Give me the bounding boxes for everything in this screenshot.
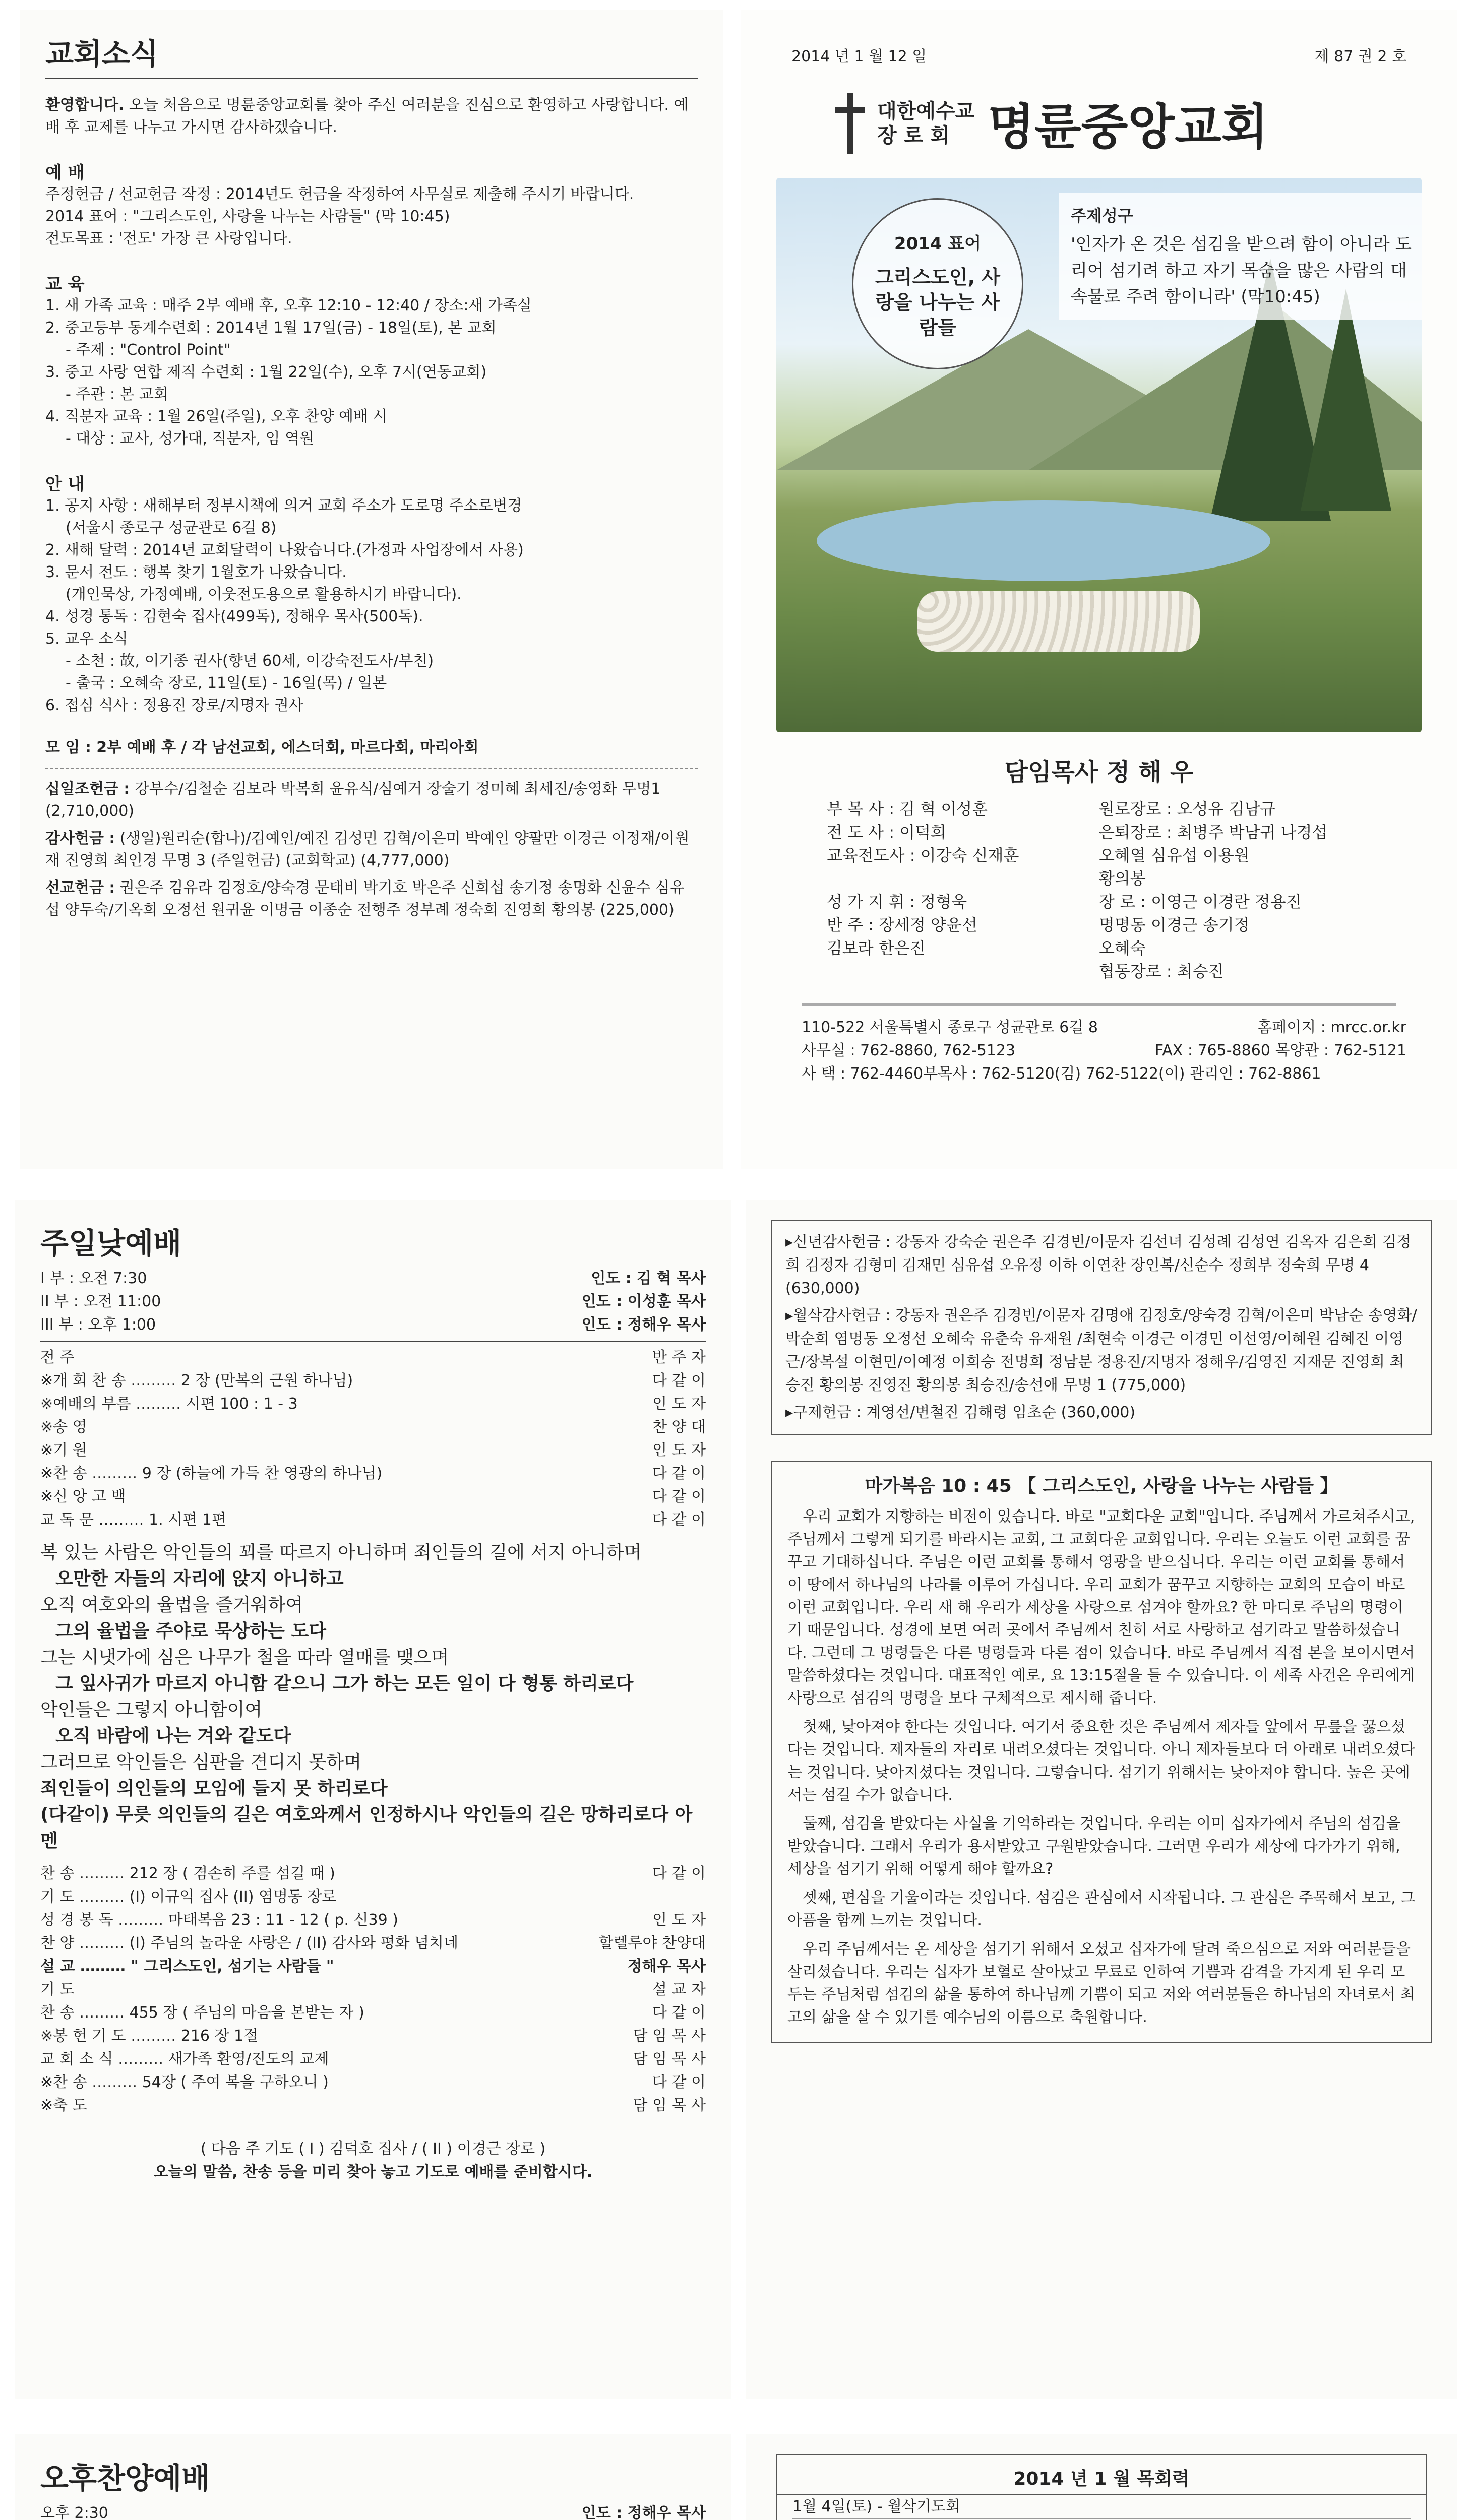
reading-line: 악인들은 그렇지 아니함이여 xyxy=(40,1699,263,1720)
afternoon-leader: 인도 : 정해우 목사 xyxy=(581,2504,706,2520)
order-item: ※예배의 부름 ……… 시편 100 : 1 - 3 xyxy=(40,1395,298,1413)
order-role: 할렐루야 찬양대 xyxy=(598,1934,706,1952)
reading-line: 복 있는 사람은 악인들의 꾀를 따르지 아니하며 죄인들의 길에 서지 아니하며 xyxy=(40,1542,642,1563)
welcome-head: 환영합니다. xyxy=(45,96,125,114)
staff-row xyxy=(827,797,1381,821)
staff-list xyxy=(827,797,1437,983)
worship-item: 전도목표 : '전도' 가장 큰 사랑입니다. xyxy=(45,230,292,247)
staff-right: 오혜열 심유섭 이용원 xyxy=(1099,846,1250,865)
schedule-list xyxy=(777,2495,1426,2520)
order-role: 다 같 이 xyxy=(652,1511,706,1529)
order-role: 정해우 목사 xyxy=(627,1958,706,1975)
sermon-paragraph: 둘째, 섬김을 받았다는 사실을 기억하라는 것입니다. 우리는 이미 십자가에서 주님의 섬김을 받았습니다. 그래서 우리가 용서받았고 구원받았습니다. 그러면 우리가 세상에 다가가기 위해, 세상을 섬기기 위해 어떻게 해야 할까요? xyxy=(787,1815,1401,1878)
order-item: 설 교 ……… " 그리스도인, 섬기는 사람들 " xyxy=(40,1958,334,1975)
order-role: 다 같 이 xyxy=(652,2073,706,2091)
worship-item: 주정헌금 / 선교헌금 작정 : 2014년도 헌금을 작정하여 사무실로 제출해 주시기 바랍니다. xyxy=(45,185,634,203)
offering-head: 십일조헌금 : xyxy=(45,780,130,798)
address: 110-522 서울특별시 종로구 성균관로 6길 8 xyxy=(802,1019,1098,1036)
staff-row xyxy=(827,867,1381,890)
reading-line: 오만한 자들의 자리에 앉지 아니하고 xyxy=(55,1568,344,1589)
welcome-text: 오늘 처음으로 명륜중앙교회를 찾아 주신 여러분을 진심으로 환영하고 사랑합니다. 예배 후 교제를 나누고 가시면 감사하겠습니다. xyxy=(45,96,689,136)
next-week-prayer: ( 다음 주 기도 ( I ) 김덕호 집사 / ( II ) 이경근 장로 ) xyxy=(200,2140,546,2158)
reading-line: 그는 시냇가에 심은 나무가 철을 따라 열매를 맺으며 xyxy=(40,1647,449,1668)
homepage: 홈페이지 : mrcc.or.kr xyxy=(1257,1019,1406,1036)
order-role: 담 임 목 사 xyxy=(633,2050,706,2068)
theme-verse: '인자가 온 것은 섬김을 받으려 함이 아니라 도리어 섬기려 하고 자기 목숨을 많은 사람의 대속물로 주려 함이니라' (막10:45) xyxy=(1071,234,1412,307)
order-role: 담 임 목 사 xyxy=(633,2097,706,2114)
cover-dateline xyxy=(761,25,1437,69)
staff-left: 부 목 사 : 김 혁 이성훈 xyxy=(827,799,988,818)
offering-block xyxy=(45,778,698,823)
staff-right: 황의봉 xyxy=(1099,869,1146,888)
theme-box xyxy=(1059,193,1422,320)
welcome-block xyxy=(45,94,698,139)
staff-right: 명명동 이경근 송기정 xyxy=(1099,915,1250,934)
mission-head: 선교헌금 : xyxy=(45,879,115,897)
order-role: 설 교 자 xyxy=(652,1981,706,1998)
service-time: I 부 : 오전 7:30 xyxy=(40,1270,147,1287)
sunday-title: 주일낮예배 xyxy=(40,1226,182,1261)
order-role: 담 임 목 사 xyxy=(633,2027,706,2045)
order-role: 다 같 이 xyxy=(652,1465,706,1482)
notice-item: (개인묵상, 가정예배, 이웃전도용으로 활용하시기 바랍니다). xyxy=(66,586,462,603)
notice-item: - 소천 : 故, 이기종 권사(향년 60세, 이강숙전도사/부친) xyxy=(66,652,434,670)
edu-item: 4. 직분자 교육 : 1월 26일(주일), 오후 찬양 예배 시 xyxy=(45,408,388,425)
order-item: 성 경 봉 독 ……… 마태복음 23 : 11 - 12 ( p. 신39 ) xyxy=(40,1911,398,1929)
staff-row xyxy=(827,960,1381,983)
news-title: 교회소식 xyxy=(45,37,159,71)
thanks-block xyxy=(45,828,698,872)
notice-head: 안 내 xyxy=(45,474,85,494)
sermon-panel xyxy=(746,1200,1457,2399)
sunday-footer: 오늘의 말씀, 찬송 등을 미리 찾아 놓고 기도로 예배를 준비합시다. xyxy=(153,2163,593,2181)
church-header xyxy=(832,89,1437,158)
service-time: III 부 : 오후 1:00 xyxy=(40,1316,156,1334)
cover-date: 2014 년 1 월 12 일 xyxy=(791,48,927,66)
service-leader: 인도 : 정해우 목사 xyxy=(581,1316,706,1334)
edu-item: 3. 중고 사랑 연합 제직 수련회 : 1월 22일(수), 오후 7시(연동교회) xyxy=(45,363,487,381)
order-role: 인 도 자 xyxy=(652,1395,706,1413)
mission-text: 권은주 김유라 김정호/양숙경 문태비 박기호 박은주 신희섭 송기정 송명화 신윤수 심유섭 양두숙/기옥희 오정선 원귀윤 이명금 이종순 전행주 정부례 정숙희 진영희 황의봉 (225,000) xyxy=(45,879,685,919)
sermon-paragraph: 우리 교회가 지향하는 비전이 있습니다. 바로 "교회다운 교회"입니다. 주님께서 가르쳐주시고, 주님께서 그렇게 되기를 바라시는 교회, 그 교회다운 교회입니다. 우리는 오늘도 이런 교회를 꿈꾸고 기대하십니다. 주님은 이런 교회를 통해서 영광을 받으십니다. 우리는 이런 교회를 통해서 이 땅에서 하나님의 나라를 이루어 가십니다. 우리 교회가 꿈꾸고 지향하는 교회의 모습이 바로 이런 교회입니다. 우리 새 해 우리가 세상을 사랑으로 섬겨야 할까요? 한 마디로 주님의 명령이기 때문입니다. 성경에 보면 여러 곳에서 주님께서 친히 서로 사랑하고 섬기라고 말씀하셨습니다. 그런데 그 명령들은 다른 명령들과 다른 점이 있습니다. 바로 주님께서 직접 본을 보이시면서 말씀하셨다는 것입니다. 대표적인 예로, 요 13:15절을 들 수 있습니다. 이 세족 사건은 우리에게 사랑으로 섬김의 명령을 보다 구체적으로 제시해 줍니다. xyxy=(787,1508,1415,1707)
order-role: 다 같 이 xyxy=(652,1488,706,1505)
staff-left: 반 주 : 장세정 양윤선 xyxy=(827,915,977,934)
notice-item: 2. 새해 달력 : 2014년 교회달력이 나왔습니다.(가정과 사업장에서 사용) xyxy=(45,541,524,559)
staff-right: 원로장로 : 오성유 김남규 xyxy=(1099,799,1276,818)
edu-item: 2. 중고등부 동계수련회 : 2014년 1월 17일(금) - 18일(토), 본 교회 xyxy=(45,319,497,337)
staff-right: 오혜숙 xyxy=(1099,938,1146,958)
office-phone: 사무실 : 762-8860, 762-5123 xyxy=(802,1042,1016,1059)
order-item: 기 도 ……… (I) 이규익 집사 (II) 염명동 장로 xyxy=(40,1888,337,1906)
afternoon-title: 오후찬양예배 xyxy=(40,2461,210,2495)
member-line: ▸월삭감사헌금 : 강동자 권은주 김경빈/이문자 김명애 김정호/양숙경 김혁/이은미 박남순 송영화/박순희 염명동 오정선 오혜숙 유춘숙 유재원 /최현숙 이경근 이경민 이선영/이혜원 김혜진 이영근/장복설 이현민/이예정 이희승 전명희 정남분 정용진/지명자 정해우/김영진 지재문 진영희 최승진 황의봉 진영진 황의봉 최승진/송선애 무명 1 (775,000) xyxy=(785,1307,1417,1394)
order-item: ※찬 송 ……… 54장 ( 주여 복을 구하오니 ) xyxy=(40,2073,329,2091)
edu-item: - 대상 : 교사, 성가대, 직분자, 임 역원 xyxy=(66,430,315,448)
motto-year: 2014 표어 xyxy=(894,234,982,254)
cover-art xyxy=(776,178,1422,732)
member-line: ▸신년감사헌금 : 강동자 강숙순 권은주 김경빈/이문자 김선녀 김성례 김성연 김옥자 김은희 김정희 김정자 김형미 김재민 심유섭 오유정 이하 이연찬 장인복/신순수 정희부 정숙희 무명 4 (630,000) xyxy=(785,1233,1412,1297)
reading-line: 오직 바람에 나는 겨와 같도다 xyxy=(55,1726,291,1746)
reading-line: 그의 율법을 주야로 묵상하는 도다 xyxy=(55,1621,326,1642)
weekday-panel xyxy=(15,2434,731,2520)
sheep-flock xyxy=(917,591,1200,652)
responsive-reading xyxy=(40,1540,706,1854)
theme-head: 주제성구 xyxy=(1071,206,1133,225)
news-panel xyxy=(20,10,723,1169)
motto-badge xyxy=(852,198,1023,369)
afternoon-time: 오후 2:30 xyxy=(40,2504,108,2520)
order-item: 찬 송 ……… 455 장 ( 주님의 마음을 본받는 자 ) xyxy=(40,2004,364,2022)
reading-line: (다같이) 무릇 의인들의 길은 여호와께서 인정하시나 악인들의 길은 망하리로다 아멘 xyxy=(40,1804,693,1851)
fax: FAX : 765-8860 목양관 : 762-5121 xyxy=(1154,1042,1406,1059)
sermon-title: 마가복음 10 : 45 【 그리스도인, 사랑을 나누는 사람들 】 xyxy=(865,1476,1338,1496)
sermon-paragraph: 우리 주님께서는 온 세상을 섬기기 위해서 오셨고 십자가에 달려 죽으심으로 저와 여러분들을 살리셨습니다. 우리는 십자가 보혈로 살아났고 무료로 인하여 기쁨과 감격을 가지게 된 우리 모두는 주님처럼 섬김의 삶을 통하여 하나님께 기쁨이 되고 저와 여러분들은 하나님의 자녀로서 최고의 삶을 살 수 있기를 예수님의 이름으로 축원합니다. xyxy=(787,1940,1415,2026)
service-leader: 인도 : 김 혁 목사 xyxy=(591,1270,706,1287)
sermon-box xyxy=(771,1461,1432,2043)
order-item: ※기 원 xyxy=(40,1441,87,1459)
motto-text: 그리스도인, 사랑을 나누는 사람들 xyxy=(875,266,1000,339)
edu-head: 교 육 xyxy=(45,274,85,294)
staff-row xyxy=(827,913,1381,936)
worship-item: 2014 표어 : "그리스도인, 사랑을 나누는 사람들" (막 10:45) xyxy=(45,208,450,225)
sunday-panel xyxy=(15,1200,731,2399)
staff-right: 협동장로 : 최승진 xyxy=(1099,962,1224,981)
sermon-paragraph: 첫째, 낮아져야 한다는 것입니다. 여기서 중요한 것은 주님께서 제자들 앞에서 무릎을 꿇으셨다는 것입니다. 제자들의 자리로 내려오셨다는 것입니다. 아니 제자들보다 더 아래로 내려오셨다는 것입니다. 낮아지셨다는 것입니다. 그렇습니다. 섬기기 위해서는 낮아져야 합니다. 높은 곳에서는 섬길 수가 없습니다. xyxy=(787,1718,1415,1804)
order-list-2 xyxy=(40,1862,706,2117)
staff-left: 전 도 사 : 이덕희 xyxy=(827,823,946,842)
cross-logo-icon xyxy=(832,93,867,154)
staff-left: 교육전도사 : 이강숙 신재훈 xyxy=(827,846,1019,865)
order-role: 인 도 자 xyxy=(652,1911,706,1929)
edu-item: - 주제 : "Control Point" xyxy=(66,341,231,359)
notice-item: - 출국 : 오혜숙 장로, 11일(토) - 16일(목) / 일본 xyxy=(66,674,387,692)
lake-shape xyxy=(817,500,1270,581)
staff-row xyxy=(827,844,1381,867)
offering-text: 강부수/김철순 김보라 박복희 윤유식/심예거 장술기 정미혜 최세진/송영화 무명1 (2,710,000) xyxy=(45,780,661,820)
notice-item: 5. 교우 소식 xyxy=(45,630,128,648)
staff-row xyxy=(827,821,1381,844)
divider xyxy=(45,768,698,769)
service-time: II 부 : 오전 11:00 xyxy=(40,1293,161,1310)
cover-volume: 제 87 권 2 호 xyxy=(1314,48,1406,66)
order-item: ※찬 송 ……… 9 장 (하늘에 가득 찬 영광의 하나님) xyxy=(40,1465,383,1482)
notice-item: 6. 접심 식사 : 정용진 장로/지명자 권사 xyxy=(45,697,303,714)
denom-line2: 장 로 회 xyxy=(877,123,950,147)
order-list xyxy=(40,1346,706,1532)
divider xyxy=(45,78,698,79)
order-item: ※봉 헌 기 도 ……… 216 장 1절 xyxy=(40,2027,259,2045)
denom-line1: 대한예수교 xyxy=(877,99,975,123)
order-role: 반 주 자 xyxy=(652,1349,706,1366)
cover-panel xyxy=(741,10,1457,1169)
staff-left: 김보라 한은진 xyxy=(827,938,926,958)
reading-line: 죄인들이 의인들의 모임에 들지 못 하리로다 xyxy=(40,1778,388,1799)
staff-right: 장 로 : 이영근 이경란 정용진 xyxy=(1099,892,1302,911)
order-item: ※송 영 xyxy=(40,1418,87,1436)
mission-block xyxy=(45,877,698,921)
schedule-box xyxy=(776,2454,1427,2520)
divider xyxy=(802,1003,1396,1006)
thanks-head: 감사헌금 : xyxy=(45,830,115,847)
staff-row xyxy=(827,890,1381,913)
worship-head: 예 배 xyxy=(45,163,85,183)
order-role: 다 같 이 xyxy=(652,1865,706,1882)
order-item: ※신 앙 고 백 xyxy=(40,1488,126,1505)
schedule-title: 2014 년 1 월 목회력 xyxy=(777,2461,1426,2495)
contact-block xyxy=(802,1016,1437,1086)
order-role: 찬 양 대 xyxy=(652,1418,706,1436)
notice-item: (서울시 종로구 성균관로 6길 8) xyxy=(66,519,277,537)
schedule-panel xyxy=(746,2434,1457,2520)
order-role: 다 같 이 xyxy=(652,1372,706,1390)
reading-line: 오직 여호와의 율법을 즐거워하여 xyxy=(40,1595,303,1615)
edu-item: 1. 새 가족 교육 : 매주 2부 예배 후, 오후 12:10 - 12:40 / 장소:새 가족실 xyxy=(45,297,532,314)
staff-row xyxy=(827,936,1381,960)
order-role: 인 도 자 xyxy=(652,1441,706,1459)
staff-left: 성 가 지 휘 : 정형욱 xyxy=(827,892,967,911)
notice-item: 3. 문서 전도 : 행복 찾기 1월호가 나왔습니다. xyxy=(45,563,347,581)
divider xyxy=(40,1341,706,1342)
pastor-name: 담임목사 정 해 우 xyxy=(1004,758,1194,786)
order-item: 전 주 xyxy=(40,1349,75,1366)
denomination xyxy=(877,99,974,148)
service-times xyxy=(40,1267,706,1337)
members-box xyxy=(771,1220,1432,1435)
member-line: ▸구제헌금 : 계영선/변철진 김해령 임초순 (360,000) xyxy=(785,1404,1136,1421)
order-item: 교 독 문 ……… 1. 시편 1편 xyxy=(40,1511,226,1529)
meeting-line: 모 임 : 2부 예배 후 / 각 남선교회, 에스더회, 마르다회, 마리아회 xyxy=(45,739,479,757)
order-item: ※축 도 xyxy=(40,2097,87,2114)
order-item: 찬 양 ……… (I) 주님의 놀라운 사랑은 / (II) 감사와 평화 넘치네 xyxy=(40,1934,458,1952)
order-item: ※개 회 찬 송 ……… 2 장 (만복의 근원 하나님) xyxy=(40,1372,353,1390)
staff-right: 은퇴장로 : 최병주 박남귀 나경섭 xyxy=(1099,823,1328,842)
notice-item: 4. 성경 통독 : 김현숙 집사(499독), 정해우 목사(500독). xyxy=(45,608,423,625)
schedule-item: 1월 4일(토) - 월삭기도회 xyxy=(792,2495,1411,2519)
tree-shape xyxy=(1301,289,1391,511)
order-item: 찬 송 ……… 212 장 ( 겸손히 주를 섬길 때 ) xyxy=(40,1865,335,1882)
church-name: 명륜중앙교회 xyxy=(988,99,1268,155)
sermon-paragraph: 셋째, 편심을 기울이라는 것입니다. 섬김은 관심에서 시작됩니다. 그 관심은 주목해서 보고, 그 아픔을 함께 느끼는 것입니다. xyxy=(787,1889,1416,1929)
service-leader: 인도 : 이성훈 목사 xyxy=(581,1293,706,1310)
reading-line: 그 잎사귀가 마르지 아니함 같으니 그가 하는 모든 일이 다 형통 하리로다 xyxy=(55,1673,634,1694)
notice-item: 1. 공지 사항 : 새해부터 정부시책에 의거 교회 주소가 도로명 주소로변경 xyxy=(45,497,522,515)
order-item: 교 회 소 식 ……… 새가족 환영/진도의 교제 xyxy=(40,2050,329,2068)
reading-line: 그러므로 악인들은 심판을 견디지 못하며 xyxy=(40,1752,361,1773)
thanks-text: (생일)원리순(합나)/김예인/예진 김성민 김혁/이은미 박예인 양팔만 이경근 이정재/이원재 진영희 최인경 무명 3 (주일헌금) (교회학교) (4,777,000) xyxy=(45,830,690,869)
edu-item: - 주관 : 본 교회 xyxy=(66,386,168,403)
residence-phone: 사 택 : 762-4460부목사 : 762-5120(김) 762-5122(이) 관리인 : 762-8861 xyxy=(802,1065,1321,1083)
order-role: 다 같 이 xyxy=(652,2004,706,2022)
order-item: 기 도 xyxy=(40,1981,75,1998)
